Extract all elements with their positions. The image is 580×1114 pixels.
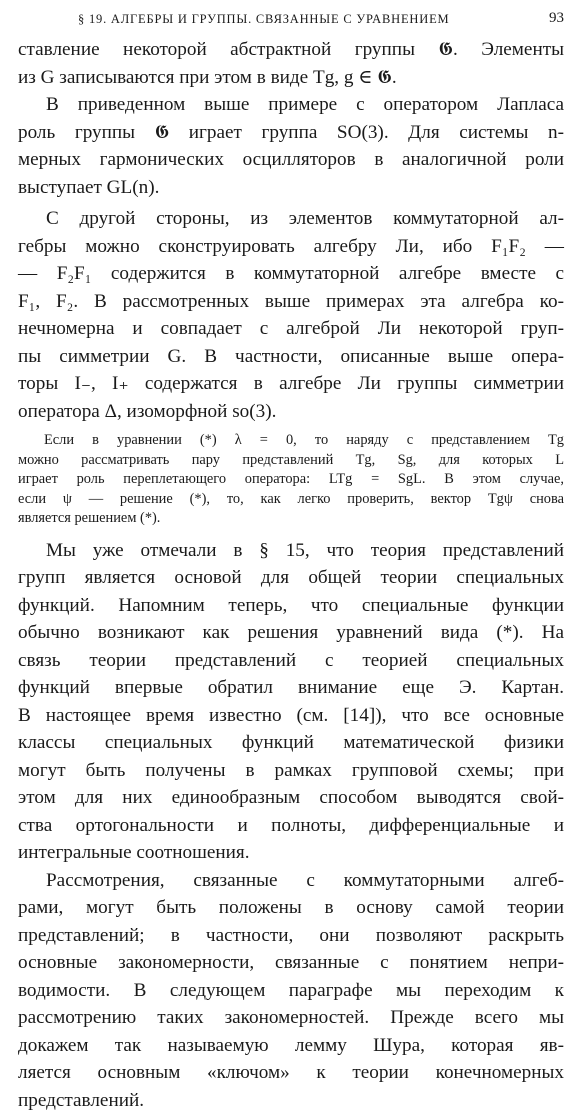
text-line: гебры можно сконструировать алгебру Ли, ибо F₁F₂ —	[18, 233, 564, 261]
text-line: основные закономерности, связанные с понятием непри-	[18, 949, 564, 977]
paragraph-2	[18, 91, 564, 201]
text-line: нечномерна и совпадает с алгеброй Ли некоторой груп-	[18, 315, 564, 343]
text-line: связь теории представлений с теорией специальных	[18, 647, 564, 675]
text-line: классы специальных функций математической физики	[18, 729, 564, 757]
text-line: В настоящее время известно (см. [14]), что все основные	[18, 702, 564, 730]
note-line: играет роль переплетающего оператора: LTg = SgL. В этом случае,	[18, 470, 564, 490]
page-number: 93	[549, 10, 564, 27]
text-line: Рассмотрения, связанные с коммутаторными алгеб-	[18, 867, 564, 895]
text-line: обычно возникают как решения уравнений вида (*). На	[18, 619, 564, 647]
page-header	[18, 6, 564, 36]
text-line: С другой стороны, из элементов коммутаторной ал-	[18, 205, 564, 233]
text-line: F₁, F₂. В рассмотренных выше примерах эта алгебра ко-	[18, 288, 564, 316]
note-line: является решением (*).	[18, 509, 564, 529]
note-line: если ψ — решение (*), то, как легко проверить, вектор Tgψ снова	[18, 490, 564, 510]
small-print-note	[18, 431, 564, 529]
text-line: водимости. В следующем параграфе мы переходим к	[18, 977, 564, 1005]
text-line: рами, могут быть положены в основу самой теории	[18, 894, 564, 922]
paragraph-5	[18, 867, 564, 1114]
text-line: функций. Напомним теперь, что специальные функции	[18, 592, 564, 620]
text-line: рассмотрению таких закономерностей. Прежде всего мы	[18, 1004, 564, 1032]
book-page	[18, 6, 564, 1114]
text-line: В приведенном выше примере с оператором Лапласа	[18, 91, 564, 119]
text-line: выступает GL(n).	[18, 174, 564, 202]
paragraph-3	[18, 205, 564, 425]
text-line: функций впервые обратил внимание еще Э. Картан.	[18, 674, 564, 702]
note-line: Если в уравнении (*) λ = 0, то наряду с представлением Tg	[18, 431, 564, 451]
running-title: § 19. АЛГЕБРЫ И ГРУППЫ. СВЯЗАННЫЕ С УРАВНЕНИЕМ	[78, 12, 449, 27]
text-line: этом для них единообразным способом выводятся свой-	[18, 784, 564, 812]
text-line: групп является основой для общей теории специальных	[18, 564, 564, 592]
note-line: можно рассматривать пару представлений Tg, Sg, для которых L	[18, 451, 564, 471]
text-line: могут быть получены в рамках групповой схемы; при	[18, 757, 564, 785]
text-line: мерных гармонических осцилляторов в аналогичной роли	[18, 146, 564, 174]
text-line: ставление некоторой абстрактной группы 𝕲. Элементы	[18, 36, 564, 64]
text-line: интегральные соотношения.	[18, 839, 564, 867]
text-line: представлений.	[18, 1087, 564, 1114]
text-line: Мы уже отмечали в § 15, что теория представлений	[18, 537, 564, 565]
paragraph-4	[18, 537, 564, 867]
text-line: из G записываются при этом в виде Tg, g ∈ 𝕲.	[18, 64, 564, 92]
text-line: пы симметрии G. В частности, описанные выше опера-	[18, 343, 564, 371]
paragraph-1	[18, 36, 564, 91]
text-line: докажем так называемую лемму Шура, которая яв-	[18, 1032, 564, 1060]
text-line: оператора Δ, изоморфной so(3).	[18, 398, 564, 426]
text-line: торы I₋, I₊ содержатся в алгебре Ли группы симметрии	[18, 370, 564, 398]
text-line: представлений; в частности, они позволяют раскрыть	[18, 922, 564, 950]
text-line: — F₂F₁ содержится в коммутаторной алгебре вместе с	[18, 260, 564, 288]
text-line: ляется основным «ключом» к теории конечномерных	[18, 1059, 564, 1087]
text-line: ства ортогональности и полноты, дифференциальные и	[18, 812, 564, 840]
text-line: роль группы 𝕲 играет группа SO(3). Для системы n-	[18, 119, 564, 147]
